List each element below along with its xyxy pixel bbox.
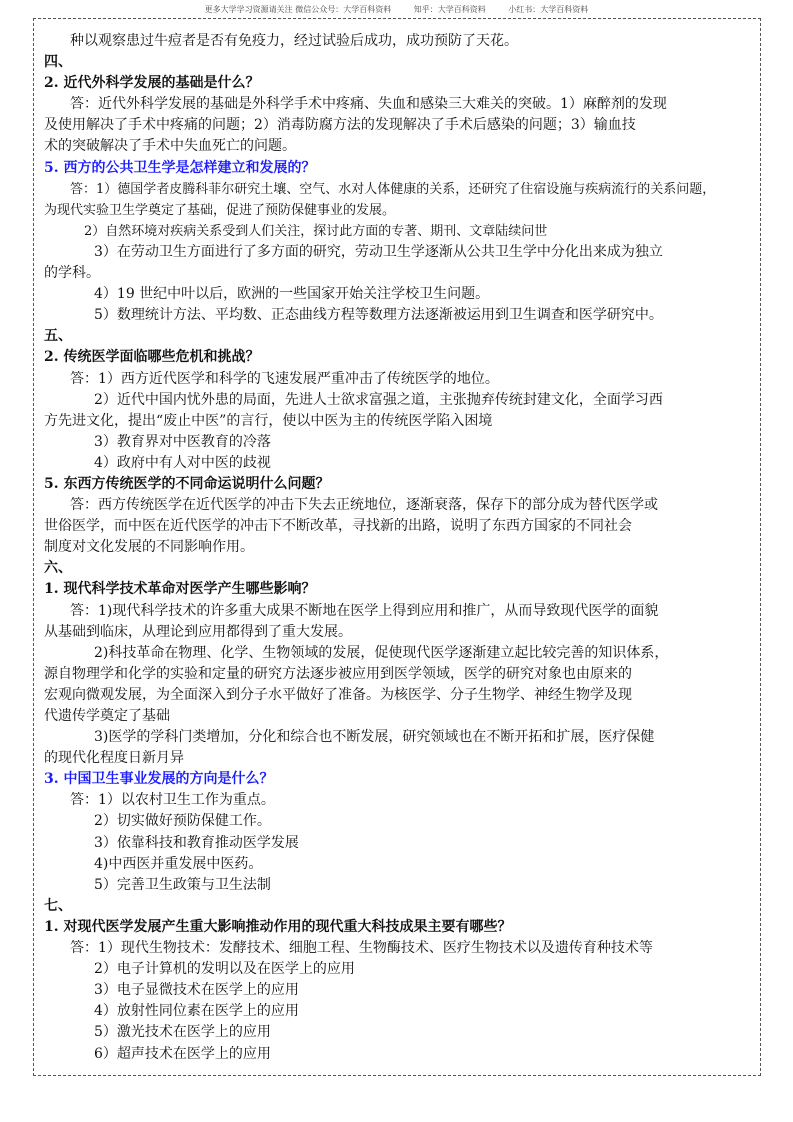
text-line: 5）激光技术在医学上的应用 [94,1024,271,1041]
text-line: 为现代实验卫生学奠定了基础，促进了预防保健事业的发展。 [44,202,396,218]
question-heading: 3. 中国卫生事业发展的方向是什么？ [44,771,274,788]
question-heading: 1. 对现代医学发展产生重大影响推动作用的现代重大科技成果主要有哪些？ [44,918,512,935]
text-line: 答：1)现代科学技术的许多重大成果不断地在医学上得到应用和推广，从而导致现代医学的面貌 [70,602,659,619]
text-line: 答：近代外科学发展的基础是外科学手术中疼痛、失血和感染三大难关的突破。1）麻醉剂的发现 [70,96,667,113]
text-line: 源自物理学和化学的实验和定量的研究方法逐步被应用到医学领域，医学的研究对象也由原来的 [44,665,632,682]
text-line: 2）电子计算机的发明以及在医学上的应用 [94,961,355,978]
section-heading-4: 四、 [44,54,72,71]
header-wechat: 更多大学学习资源请关注 微信公众号：大学百科资料 [204,5,392,14]
text-line: 的现代化程度日新月异 [44,750,184,767]
header-xiaohongshu: 小红书：大学百科资料 [508,5,589,14]
question-heading: 5. 西方的公共卫生学是怎样建立和发展的？ [44,159,316,176]
text-line: 4）政府中有人对中医的歧视 [94,454,271,471]
section-heading-7: 七、 [44,897,72,914]
text-line: 2）自然环境对疾病关系受到人们关注，探讨此方面的专著、期刊、文章陆续问世 [84,223,548,239]
text-line: 答：西方传统医学在近代医学的冲击下失去正统地位，逐渐衰落，保存下的部分成为替代医学或 [70,497,658,514]
text-line: 答：1）以农村卫生工作为重点。 [70,792,275,809]
text-line: 代遗传学奠定了基础 [44,708,170,724]
text-line: 3）依靠科技和教育推动医学发展 [94,834,299,851]
text-line: 4）19 世纪中叶以后，欧洲的一些国家开始关注学校卫生问题。 [94,286,490,303]
question-heading: 1. 现代科学技术革命对医学产生哪些影响？ [44,581,316,598]
text-line: 3）电子显微技术在医学上的应用 [94,982,299,999]
text-line: 方先进文化，提出“废止中医”的言行，使以中医为主的传统医学陷入困境 [44,412,493,429]
text-line: 2)科技革命在物理、化学、生物领域的发展，促使现代医学逐渐建立起比较完善的知识体系， [94,644,669,661]
page-header [0,4,793,15]
section-heading-6: 六、 [44,560,72,577]
text-line: 3)医学的学科门类增加，分化和综合也不断发展，研究领域也在不断开拓和扩展，医疗保健 [94,729,655,746]
text-line: 及使用解决了手术中疼痛的问题；2）消毒防腐方法的发现解决了手术后感染的问题；3）输血技 [44,117,636,134]
text-line: 4）放射性同位素在医学上的应用 [94,1003,299,1020]
text-line: 从基础到临床，从理论到应用都得到了重大发展。 [44,623,352,640]
text-line: 3）在劳动卫生方面进行了多方面的研究，劳动卫生学逐渐从公共卫生学中分化出来成为独立 [94,243,663,260]
text-line: 制度对文化发展的不同影响作用。 [44,539,254,556]
text-line: 种以观察患过牛痘者是否有免疫力，经过试验后成功，成功预防了天花。 [70,33,518,49]
text-line: 6）超声技术在医学上的应用 [94,1045,271,1062]
text-line: 5）完善卫生政策与卫生法制 [94,876,271,893]
text-line: 宏观向微观发展，为全面深入到分子水平做好了准备。为核医学、分子生物学、神经生物学及现 [44,686,632,703]
text-line: 答：1）西方近代医学和科学的飞速发展严重冲击了传统医学的地位。 [70,370,499,387]
question-heading: 2. 传统医学面临哪些危机和挑战？ [44,349,260,366]
section-heading-5: 五、 [44,328,72,345]
text-line: 3）教育界对中医教育的冷落 [94,433,271,450]
text-line: 5）数理统计方法、平均数、正态曲线方程等数理方法逐渐被运用到卫生调查和医学研究中。 [94,307,663,324]
text-line: 答：1）德国学者皮腾科菲尔研究土壤、空气、水对人体健康的关系，还研究了住宿设施与疾病流行的关系问题， [70,181,716,197]
text-line: 术的突破解决了手术中失血死亡的问题。 [44,138,296,155]
question-heading: 2. 近代外科学发展的基础是什么？ [44,75,260,92]
document-body [44,31,756,1065]
header-zhihu: 知乎：大学百科资料 [413,5,486,14]
text-line: 世俗医学，而中医在近代医学的冲击下不断改革，寻找新的出路，说明了东西方国家的不同社会 [44,518,632,535]
question-heading: 5. 东西方传统医学的不同命运说明什么问题？ [44,475,330,492]
text-line: 的学科。 [44,265,100,282]
text-line: 2）切实做好预防保健工作。 [94,813,271,830]
text-line: 4)中西医并重发展中医药。 [94,855,263,872]
text-line: 答：1）现代生物技术：发酵技术、细胞工程、生物酶技术、医疗生物技术以及遗传育种技术等 [70,940,653,957]
text-line: 2）近代中国内忧外患的局面，先进人士欲求富强之道，主张抛弃传统封建文化，全面学习西 [94,391,663,408]
